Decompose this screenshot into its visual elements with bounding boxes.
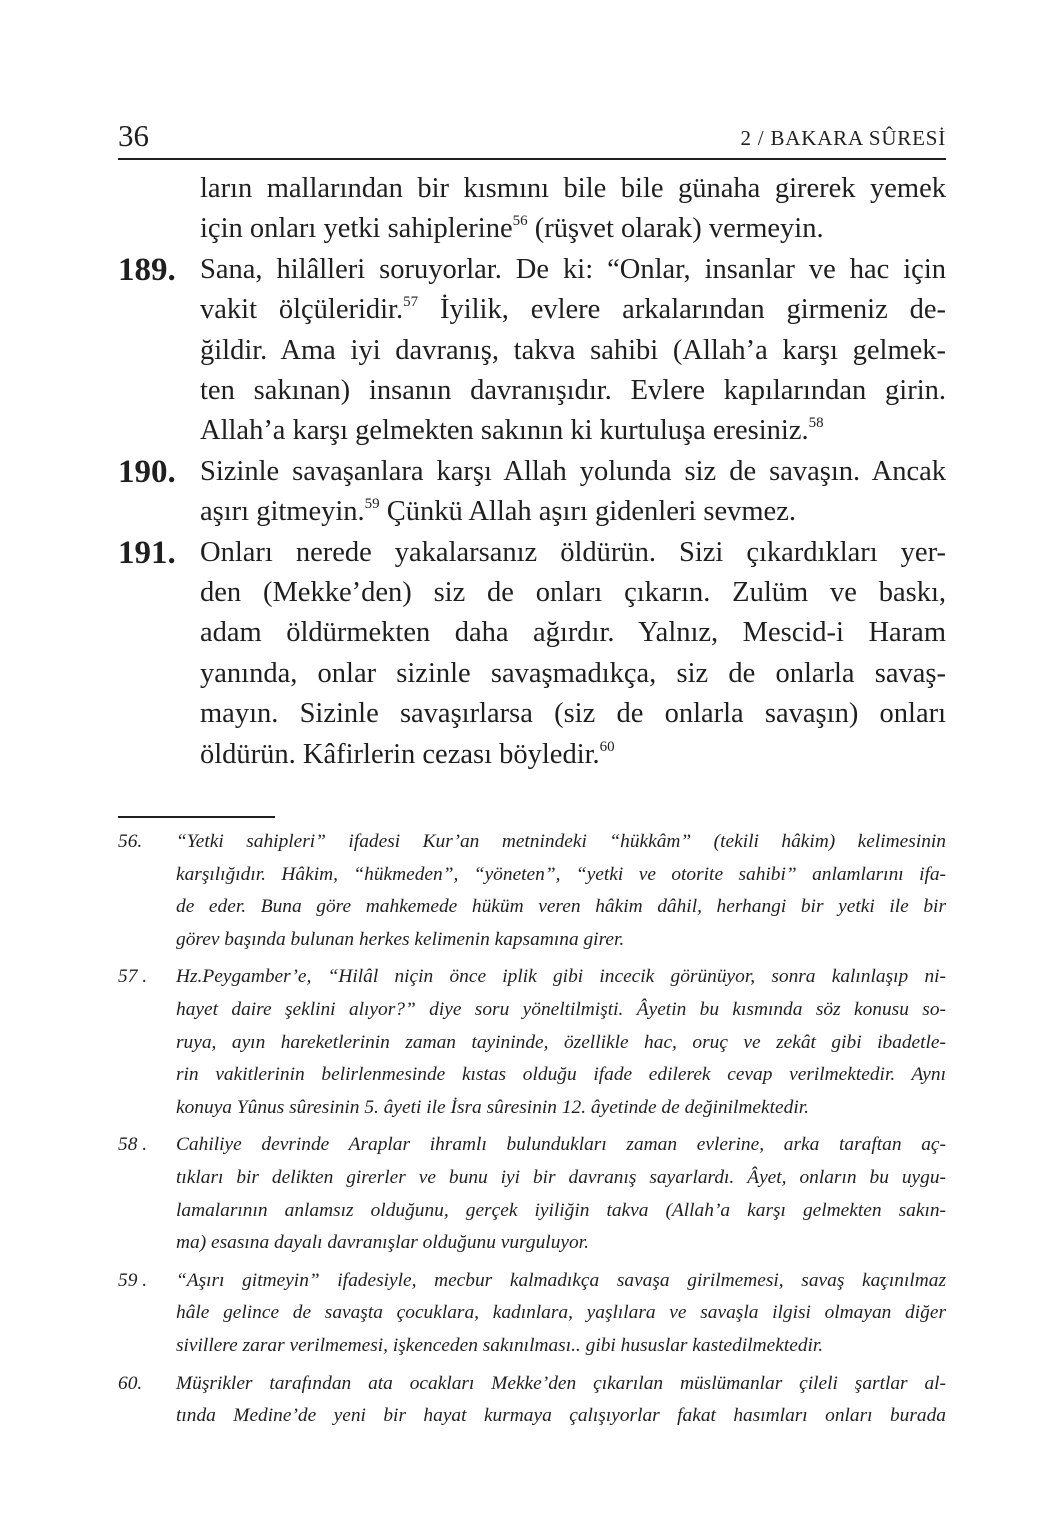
footnote-line: hayet daire şeklini alıyor?” diye soru yöneltilmişti. Âyetin bu kısmında söz konusu so- [176,999,946,1020]
verse-line [200,533,946,573]
footnote-line: Hz.Peygamber’e, “Hilâl niçin önce iplik gibi incecik görünüyor, sonra kalınlaşıp ni- [176,966,946,988]
footnote-reference: 56 [512,213,528,230]
verse-line-text: aşırı gitmeyin. [200,496,365,528]
running-head: 2 / BAKARA SÛRESİ [740,126,946,150]
verse-line [200,613,946,653]
footnote-separator [118,816,275,818]
verse-line [200,452,946,492]
page-header [118,114,946,160]
footnote-line: Cahiliye devrinde Araplar ihramlı bulundukları zaman evlerine, arka taraftan aç- [176,1134,946,1156]
verse-number: 191. [118,534,176,571]
verse-line-text: mayın. Sizinle savaşırlarsa (siz de onlarla savaşın) onları [200,698,946,730]
footnote-line: “Yetki sahipleri” ifadesi Kur’an metnindeki “hükkâm” (tekili hâkim) kelimesinin [176,831,946,852]
verse-line-text: yanında, onlar sizinle savaşmadıkça, siz de onlarla savaş- [200,657,946,689]
footnote-line: konuya Yûnus sûresinin 5. âyeti ile İsra sûresinin 12. âyetinde de değinilmektedir. [176,1096,809,1118]
verse-line-text: öldürün. Kâfirlerin cezası böyledir. [200,738,600,770]
verse-line [200,250,946,290]
verse-line-text: ların mallarından bir kısmını bile bile günaha girerek yemek [200,173,946,204]
footnote-number: 57 . [118,966,148,988]
verse-line-text: den (Mekke’den) siz de onları çıkarın. Zulüm ve baskı, [200,577,946,608]
footnote-line: ruya, ayın hareketlerinin zaman tayininde, özellikle hac, oruç ve zekât gibi ibadetle- [176,1031,946,1053]
footnote-line: sivillere zarar verilmemesi, işkenceden sakınılması.. gibi hususlar kastedilmektedir. [176,1335,824,1356]
footnote-reference: 57 [403,294,419,311]
footnote-line: lamalarının anlamsız olduğunu, gerçek iyiliğin takva (Allah’a karşı gelmekten sakın- [176,1199,946,1221]
verse-line [200,573,946,613]
verse-number: 189. [118,251,176,288]
verse-line-text: adam öldürmekten daha ağırdır. Yalnız, Mescid-i Haram [200,617,946,649]
verse-line-text: Onları nerede yakalarsanız öldürün. Sizi çıkardıkları yer- [200,536,946,568]
footnote-reference: 58 [808,415,824,432]
verse-line-text-continued: İyilik, evlere arkalarından girmeniz de- [418,294,946,326]
verse-line [200,492,946,532]
verse-line [200,209,946,249]
footnote-line: “Aşırı gitmeyin” ifadesiyle, mecbur kalmadıkça savaşa girilmemesi, savaş kaçınılmaz [176,1269,946,1291]
verse-line-text-continued: Çünkü Allah aşırı gidenleri sevmez. [379,496,796,528]
page-number: 36 [118,118,149,153]
verse-line [200,169,946,209]
verse-line [200,290,946,330]
verse-line-text: vakit ölçüleridir. [200,294,404,326]
verse-line [200,654,946,694]
footnote-line: tıkları bir delikten girerler ve bunu iyi bir davranış sayarlardı. Âyet, onların bu uygu- [176,1167,946,1188]
footnote-number: 60. [118,1372,143,1394]
footnote-line: ma) esasına dayalı davranışlar olduğunu vurguluyor. [176,1232,589,1254]
footnote-line: tında Medine’de yeni bir hayat kurmaya çalışıyorlar fakat hasımları onları burada [176,1405,946,1427]
verse-line [200,371,946,411]
verse-line [200,694,946,734]
verse-line-text: Sizinle savaşanlara karşı Allah yolunda siz de savaşın. Ancak [200,455,946,487]
footnote-line: karşılığıdır. Hâkim, “hükmeden”, “yöneten”, “yetki ve otorite sahibi” anlamlarını ifa- [176,863,946,885]
verse-line-text: için onları yetki sahiplerine [200,213,513,245]
verse-line-text-continued: (rüşvet olarak) vermeyin. [527,213,824,245]
footnote-line: de eder. Buna göre mahkemede hüküm veren hâkim dâhil, herhangi bir yetki ile bir [176,896,946,918]
footnote-line: rin vakitlerinin belirlenmesinde kıstas olduğu ifade edilerek cevap verilmektedir. Aynı [176,1064,946,1086]
footnote-number: 58 . [118,1134,148,1156]
footnote-reference: 59 [364,496,380,513]
verse-line [200,411,946,451]
footnote-line: Müşrikler tarafından ata ocakları Mekke’den çıkarılan müslümanlar çileli şartlar al- [176,1372,946,1394]
verse-number: 190. [118,453,176,490]
footnote-number: 59 . [118,1269,148,1291]
footnote-number: 56. [118,831,143,852]
verse-line-text: Allah’a karşı gelmekten sakının ki kurtuluşa eresiniz. [200,415,809,447]
verse-line [200,735,946,775]
verse-line-text: ten sakınan) insanın davranışıdır. Evlere kapılarından girin. [200,375,946,406]
footnote-line: hâle gelince de savaşta çocuklara, kadınlara, yaşlılara ve savaşla ilgisi olmayan diğer [176,1302,946,1324]
footnote-line: görev başında bulunan herkes kelimenin kapsamına girer. [176,928,625,950]
verse-line [200,331,946,371]
header-rule [118,158,946,160]
verse-line-text: Sana, hilâlleri soruyorlar. De ki: “Onlar, insanlar ve hac için [200,253,946,285]
verse-line-text: ğildir. Ama iyi davranış, takva sahibi (Allah’a karşı gelmek- [200,334,946,366]
footnote-reference: 60 [599,738,615,755]
